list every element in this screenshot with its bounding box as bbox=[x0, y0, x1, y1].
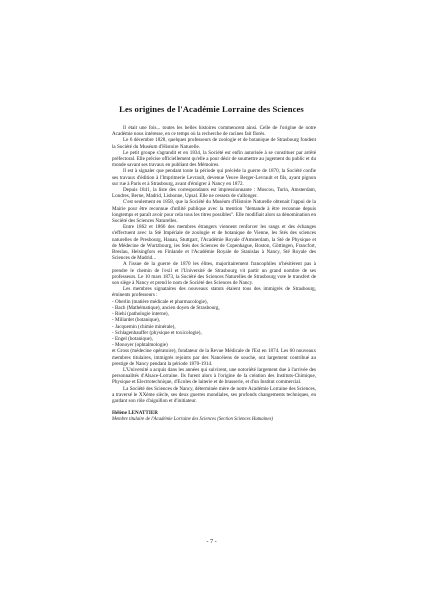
list-item: - Schlagenhauffer (physique et toxicologie), bbox=[112, 329, 202, 336]
article-body bbox=[112, 125, 316, 423]
list-item: - Riehi (pathologie interne), bbox=[112, 311, 169, 318]
list-item: - Monoyer (ophtalmologie) bbox=[112, 342, 168, 349]
paragraph-signatories: Les membres signataires des nouveaux statuts étaient tous des immigrés de Strasbourg, éminents professeurs : bbox=[112, 286, 316, 299]
page-number: - 7 - bbox=[206, 538, 217, 545]
paragraph-authorization: Le petit groupe s'agrandit et en 1834, la Société est enfin autorisée à se constituer par arrêté préfectoral. Elle précise officiellement qu'elle a pour désir de soumettre au jugement du public et du monde savant ses travaux en publiant des Mémoires. bbox=[112, 149, 316, 169]
paragraph-correspondents: Depuis 1841, la liste des correspondants est impressionnante : Moscou, Turin, Amsterdam, Londres, Berne, Madrid, Lisbonne, Upsal. Elle ne cessera de s'allonger. bbox=[112, 187, 316, 200]
paragraph-conclusion: La Société des Sciences de Nancy, déterminée mère de notre Académie Lorraine des Sciences, a traversé le XXème siècle, ses deux guerres mondiales, ses profonds changements techniques, en gardant son rôle d'aiguillon et d'initiateur. bbox=[112, 385, 316, 404]
list-item: - Bach (Mathématique), ancien doyen de Strasbourg, bbox=[112, 304, 220, 311]
author-name: Hélène LENATTIER bbox=[112, 410, 158, 417]
signature bbox=[112, 410, 316, 422]
page-title: Les origines de l'Académie Lorraine des Sciences bbox=[119, 104, 304, 114]
paragraph-recognition: C'est seulement en 1858, que la Société du Muséum d'Histoire Naturelle obtenait l'appui de la Mairie pour être reconnue d'utilité publique avec la mention "demande à être reconnue depuis longtemps et paraît avoir pour cela tous les titres possibles". Elle modifiait alors sa dénomination en Société des Sciences Naturelles. bbox=[112, 199, 316, 225]
paragraph-university: L'Université a acquis dans les années qui suivirent, une notoriété largement due à l'arrivée des personnalités d'Alsace-Lorraine. Ils furent alors à l'origine de la création des Instituts-Chimique, Physique et Electrotechnique, d'Ecoles de laiterie et de brasserie, et d'un Institut commercial. bbox=[112, 366, 316, 386]
list-item: - Oberlin (matière médicale et pharmacologie), bbox=[112, 298, 208, 305]
members-list bbox=[112, 299, 316, 349]
paragraph-publishing: Il est à signaler que pendant toute la période qui précède la guerre de 1870, la Société confie ses travaux d'édition à l'Imprimerie Levrault, devenue Veuve Berger-Levrault et fils, ayant pignon sur rue à Paris et à Strasbourg, avant d'émigrer à Nancy en 1872. bbox=[112, 168, 316, 187]
paragraph-founding: Le 6 décembre 1828, quelques professeurs de zoologie et de botanique de Strasbourg fondent la Société du Muséum d'Histoire Naturelle. bbox=[112, 137, 316, 150]
author-role: Membre titulaire de l'Académie Lorraine des Sciences (Section Sciences Humaines) bbox=[112, 416, 273, 422]
paragraph-exchanges: Entre 1862 et 1866 des membres étrangers viennent renforcer les rangs et des échanges s'effectuent avec la Stè Impériale de zoologie et de botanique de Vienne, les Stés des sciences naturelles de Presbourg, Hanau, Stuttgart, l'Académie Royale d'Amsterdam, la Sté de Physique et de Médecine de Wurtzbourg, les Stés des Sciences de Copenhague, Boston, Göttingen, Francfort, Breslau, Helsingfors en Finlande et l'Académie Royale de Stanislas à Nancy, Sté Royale des Sciences de Madrid... bbox=[112, 224, 316, 262]
list-item: - Jacquemin (chimie minérale), bbox=[112, 323, 176, 330]
list-item: - Engel (botanique), bbox=[112, 335, 153, 342]
paragraph-transfer: A l'issue de la guerre de 1870 les élites, majoritairement francophiles n'hésitèrent pas à prendre le chemin de l'exil et l'Université de Strasbourg vit partir un grand nombre de ses professeurs. Le 10 mars 1873, la Société des Sciences Naturelles de Strasbourg vote le transfert de son siège à Nancy et prend le nom de Société des Sciences de Nancy. bbox=[112, 261, 316, 287]
paragraph-intro: Il était une fois... toutes les belles histoires commencent ainsi. Celle de l'origine de notre Académie nous intéresse, en ce temps où la recherche de racines fait florès. bbox=[112, 125, 316, 138]
paragraph-gross: et Gross (médecine opératoire), fondateur de la Revue Médicale de l'Est en 1874. Les 60 nouveaux membres titulaires, immigrés rejoints par des Nancéiens de souche, ont largement contribué au prestige de Nancy pendant la période 1870-1914. bbox=[112, 348, 316, 367]
list-item: - Millardet (botanique), bbox=[112, 317, 160, 324]
